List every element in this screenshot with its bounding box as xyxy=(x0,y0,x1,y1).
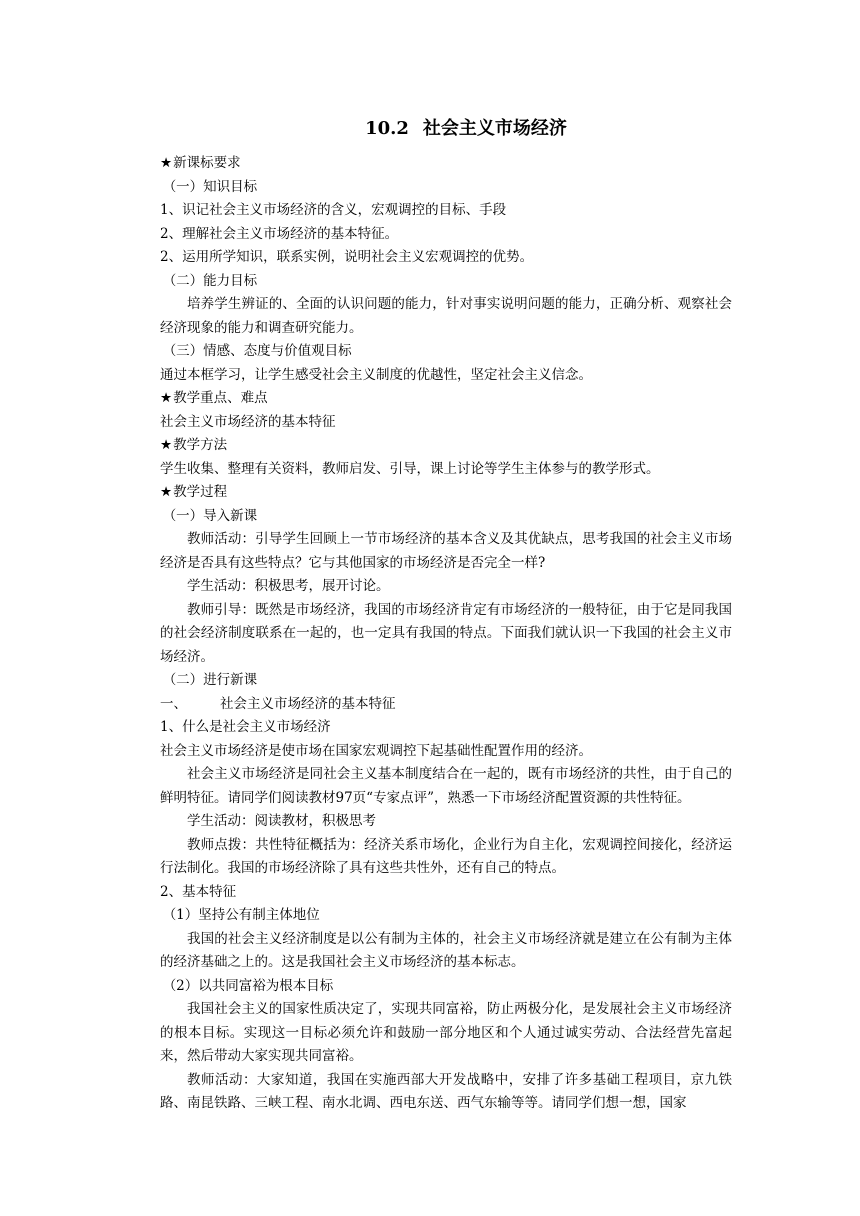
numbered-section xyxy=(160,693,732,717)
document-body xyxy=(160,152,732,1116)
star-icon: ★ xyxy=(160,390,173,406)
paragraph: 培养学生辨证的、全面的认识问题的能力，针对事实说明问题的能力，正确分析、观察社会经济现象的能力和调查研究能力。 xyxy=(160,296,732,336)
paragraph: 通过本框学习，让学生感受社会主义制度的优越性，坚定社会主义信念。 xyxy=(160,366,592,383)
paragraph: 2、运用所学知识，联系实例，说明社会主义宏观调控的优势。 xyxy=(160,249,534,265)
section-heading-text: 教学方法 xyxy=(173,437,228,453)
subheading: （一）导入新课 xyxy=(162,507,258,524)
paragraph: 社会主义市场经济是使市场在国家宏观调控下起基础性配置作用的经济。 xyxy=(160,742,592,759)
paragraph: 教师引导：既然是市场经济，我国的市场经济肯定有市场经济的一般特征，由于它是同我国的社会经济制度联系在一起的，也一定具有我国的特点。下面我们就认识一下我国的社会主义市场经济。 xyxy=(160,601,732,665)
title-number: 10.2 xyxy=(365,118,409,139)
paragraph: 1、识记社会主义市场经济的含义，宏观调控的目标、手段 xyxy=(160,202,507,218)
paragraph: 我国社会主义的国家性质决定了，实现共同富裕，防止两极分化，是发展社会主义市场经济的根本目标。实现这一目标必须允许和鼓励一部分地区和个人通过诚实劳动、合法经营先富起来，然后带动大家实现共同富裕。 xyxy=(160,1001,732,1064)
paragraph: 社会主义市场经济是同社会主义基本制度结合在一起的，既有市场经济的共性，由于自己的鲜明特征。请同学们阅读教材97页“专家点评”，熟悉一下市场经济配置资源的共性特征。 xyxy=(160,766,732,806)
section-heading xyxy=(160,387,732,411)
paragraph: 教师活动：引导学生回顾上一节市场经济的基本含义及其优缺点，思考我国的社会主义市场经济是否具有这些特点？它与其他国家的市场经济是否完全一样? xyxy=(160,531,732,571)
subheading: （三）情感、态度与价值观目标 xyxy=(162,343,352,359)
section-heading-text: 教学过程 xyxy=(173,484,228,500)
subheading: （1）坚持公有制主体地位 xyxy=(162,907,320,923)
paragraph: 1、什么是社会主义市场经济 xyxy=(160,719,331,735)
section-heading-text: 教学重点、难点 xyxy=(173,390,268,406)
section-heading-text: 新课标要求 xyxy=(173,155,241,171)
paragraph: 学生活动：积极思考，展开讨论。 xyxy=(187,578,390,594)
star-icon: ★ xyxy=(160,484,173,500)
paragraph: 我国的社会主义经济制度是以公有制为主体的，社会主义市场经济就是建立在公有制为主体的经济基础之上的。这是我国社会主义市场经济的基本标志。 xyxy=(160,930,732,970)
subheading: （2）以共同富裕为根本目标 xyxy=(162,977,334,994)
paragraph: 学生收集、整理有关资料，教师启发、引导，课上讨论等学生主体参与的教学形式。 xyxy=(160,460,660,477)
section-heading xyxy=(160,152,732,176)
section-number: 一、 xyxy=(160,695,187,712)
paragraph: 2、基本特征 xyxy=(160,883,237,900)
subheading: （二）能力目标 xyxy=(162,272,258,289)
section-title: 社会主义市场经济的基本特征 xyxy=(220,695,396,712)
paragraph: 教师点拨：共性特征概括为：经济关系市场化，企业行为自主化，宏观调控间接化，经济运行法制化。我国的市场经济除了具有这些共性外，还有自己的特点。 xyxy=(160,836,732,876)
section-heading xyxy=(160,434,732,458)
document-title xyxy=(160,116,732,142)
paragraph: 2、理解社会主义市场经济的基本特征。 xyxy=(160,225,399,242)
section-heading xyxy=(160,481,732,505)
subheading: （一）知识目标 xyxy=(162,178,258,195)
document-page xyxy=(160,116,732,1116)
subheading: （二）进行新课 xyxy=(162,672,258,688)
title-text: 社会主义市场经济 xyxy=(422,118,567,139)
star-icon: ★ xyxy=(160,155,173,171)
paragraph: 教师活动：大家知道，我国在实施西部大开发战略中，安排了许多基础工程项目，京九铁路、南昆铁路、三峡工程、南水北调、西电东送、西气东输等等。请同学们想一想，国家 xyxy=(160,1071,732,1111)
paragraph: 学生活动：阅读教材，积极思考 xyxy=(187,813,376,829)
star-icon: ★ xyxy=(160,437,173,453)
paragraph: 社会主义市场经济的基本特征 xyxy=(160,413,336,430)
